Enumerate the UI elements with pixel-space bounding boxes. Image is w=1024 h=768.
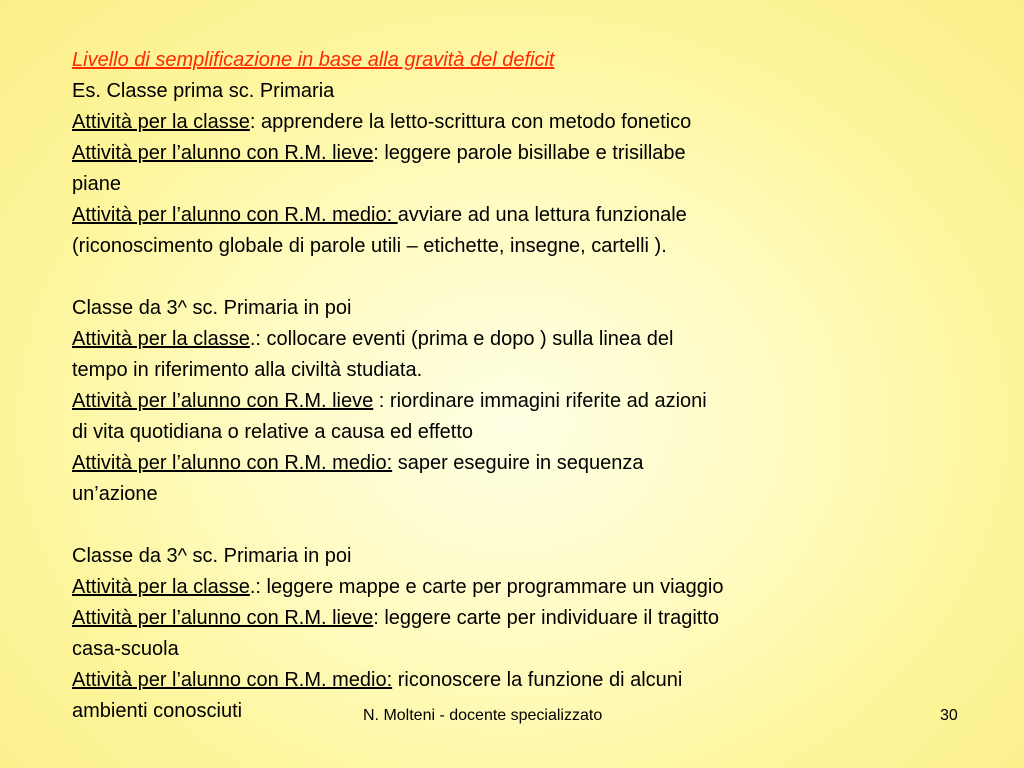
section2-class-text-1: .: collocare eventi (prima e dopo ) sulla linea del (249, 328, 674, 350)
section2-medium-text-2: un’azione (72, 483, 158, 505)
section2-medium-line (72, 448, 952, 479)
section2-medium-label: Attività per l’alunno con R.M. medio: (72, 452, 393, 474)
section1-medium-label: Attività per l’alunno con R.M. medio: (72, 204, 398, 226)
section3-medium-label: Attività per l’alunno con R.M. medio: (72, 669, 393, 691)
footer-author: N. Molteni - docente specializzato (363, 707, 603, 724)
section1-mild-line (72, 138, 952, 169)
section2-mild-text-2: di vita quotidiana o relative a causa ed effetto (72, 421, 474, 443)
slide-body (72, 45, 952, 727)
slide-title: Livello di semplificazione in base alla gravità del deficit (72, 49, 555, 71)
section1-mild-text-1: : leggere parole bisillabe e trisillabe (373, 142, 686, 164)
section1-heading: Es. Classe prima sc. Primaria (72, 80, 335, 102)
section1-mild-label: Attività per l’alunno con R.M. lieve (72, 142, 374, 164)
section2-class-line (72, 324, 952, 355)
section1-medium-line (72, 200, 952, 231)
section2-mild-label: Attività per l’alunno con R.M. lieve (72, 390, 374, 412)
section3-medium-text-1: riconoscere la funzione di alcuni (392, 669, 683, 691)
spacer (72, 510, 952, 541)
section2-mild-line (72, 386, 952, 417)
section1-medium-text-1: avviare ad una lettura funzionale (397, 204, 687, 226)
spacer (72, 262, 952, 293)
section3-heading: Classe da 3^ sc. Primaria in poi (72, 545, 352, 567)
section3-class-text: .: leggere mappe e carte per programmare un viaggio (249, 576, 724, 598)
section3-mild-line (72, 603, 952, 634)
section3-medium-line (72, 665, 952, 696)
section3-mild-label: Attività per l’alunno con R.M. lieve (72, 607, 374, 629)
section2-class-text-2: tempo in riferimento alla civiltà studiata. (72, 359, 423, 381)
section1-class-label: Attività per la classe (72, 111, 250, 133)
section2-mild-text-1: : riordinare immagini riferite ad azioni (373, 390, 707, 412)
section2-medium-text-1: saper eseguire in sequenza (392, 452, 644, 474)
slide-title-line (72, 45, 952, 76)
section3-class-label: Attività per la classe (72, 576, 250, 598)
section3-mild-text-2: casa-scuola (72, 638, 179, 660)
section3-mild-text-1: : leggere carte per individuare il tragitto (373, 607, 719, 629)
section1-mild-text-2: piane (72, 173, 121, 195)
section1-medium-text-2: (riconoscimento globale di parole utili – etichette, insegne, cartelli ). (72, 235, 667, 257)
section3-medium-text-2: ambienti conosciuti (72, 700, 243, 722)
section1-class-line (72, 107, 952, 138)
section1-class-text: : apprendere la letto-scrittura con metodo fonetico (249, 111, 692, 133)
slide-number: 30 (940, 707, 958, 724)
section2-heading: Classe da 3^ sc. Primaria in poi (72, 297, 352, 319)
section2-class-label: Attività per la classe (72, 328, 250, 350)
section3-class-line (72, 572, 952, 603)
